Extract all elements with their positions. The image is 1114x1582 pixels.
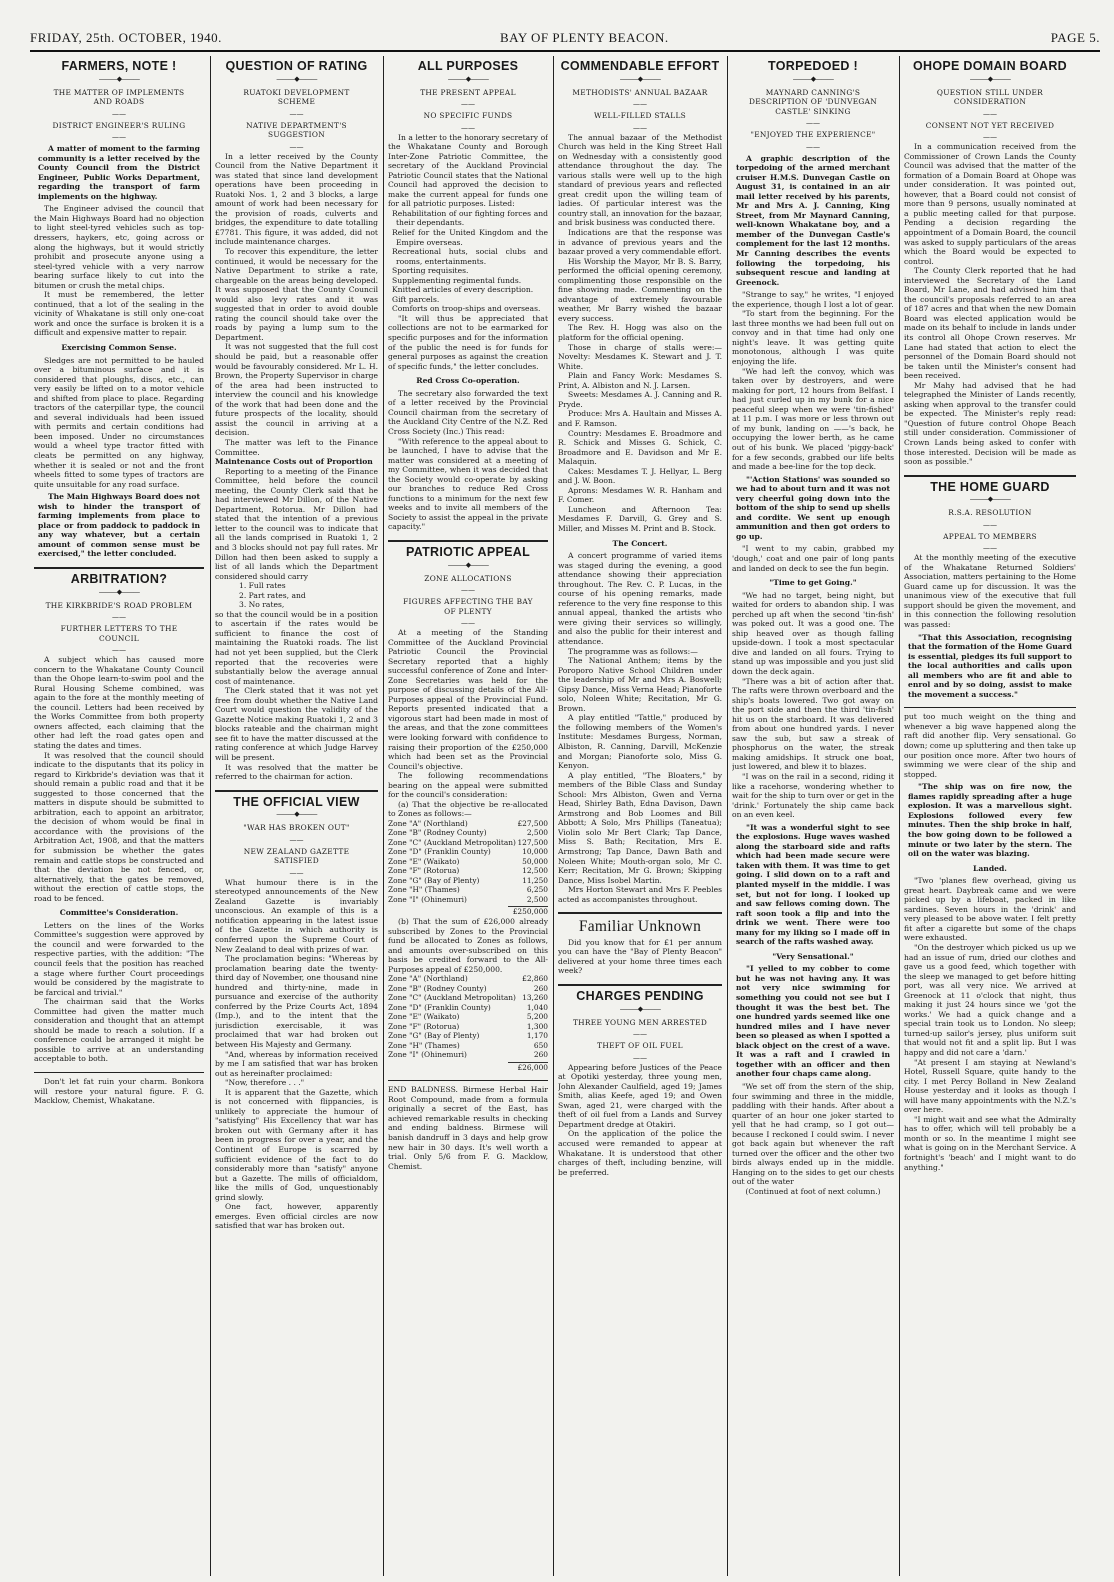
masthead [30, 28, 1100, 52]
paragraph: Reporting to a meeting of the Finance Committee, held before the council meeting, the County Clerk said that he had interviewed Mr Dillon, of the Native Department, Rotorua. Mr Dillon had stated that the intention of a previous letter to the council was to indicate that all the lands comprised in Ruatoki 1, 2 and 3 blocks should not pay full rates. Mr Dillon had then been asked to supply a list of all lands which the Department considered should carry [215, 466, 378, 581]
zone-row [388, 993, 548, 1003]
zone-row [388, 974, 548, 984]
section-heading: Red Cross Co-operation. [416, 376, 520, 386]
advertisement: Don't let fat ruin your charm. Bonkora will restore your natural figure. F. G. Macklow, Chemist, Whakatane. [34, 1077, 204, 1106]
paragraph: A play entitled, "The Bloaters," by members of the Bible Class and Sunday School: Mrs Albiston, Gwen and Verna Head, Shirley Bath, Edna Davison, Dawn Armstrong and Bob Loomes and Bill Abbott; A Solo, Mrs Phillips (Taneatua); Violin solo Mr Bert Clark; Tap Dance, Miss S. Bath; Recitation, Mrs E. Armstrong; Tap Dance, Dawn Bath and Noleen White; Mouth-organ solo, Mr C. Kerr; Recitation, Mr G. Brown; Skipping Dance, Miss Isobel Martin. [558, 770, 722, 885]
ornament-divider: ———◆——— [447, 560, 489, 569]
paragraph: "At present I am staying at Newland's Hotel, Russell Square, quite handy to the city. I met Percy Bolland in New Zealand House yesterday and it looks as though I will have many appointments with the N.Z.'s over here. [904, 1057, 1076, 1115]
column-rule [727, 56, 728, 1576]
zone-row [388, 895, 548, 905]
subhead: FIGURES AFFECTING THE BAY OF PLENTY [403, 597, 533, 616]
paragraph: "We set off from the stern of the ship, four swimming and three in the middle, paddling with their hands. After about a quarter of an hour one joker started to yell that he had cramp, so I got out—because I reckoned I could swim. I never got back again but whenever the raft turned over the officer and the other two birds always ended up in the middle. Hanging on to the sides to get our chests out of the water [732, 1081, 894, 1187]
zone-amount: £27,500 [517, 818, 548, 828]
paragraph: The matter was left to the Finance Committee. [215, 437, 378, 457]
dash-divider: —— [461, 123, 475, 132]
paragraph: Sledges are not permitted to be hauled over a bituminous surface and it is considered that ploughs, discs, etc., can very easily be lifted on to a motor vehicle and shifted from place to place. Regarding tractors of the caterpillar type, the council and several individuals had been issued with permits and certain conditions had been imposed. Under no circumstances would a wheel type tractor fitted with cleats be permitted on any highway, whether it is sealed or not and the front wheels fitted to some types of tractors are quite unsuitable for any road surface. [34, 355, 204, 489]
dash-divider: —— [461, 100, 475, 109]
paragraph: One fact, however, apparently emerges. Even official circles are now satisfied that war has broken out. [215, 1202, 378, 1231]
paragraph: "Strange to say," he writes, "I enjoyed the experience, though I lost a lot of gear. [732, 290, 894, 309]
purpose-item: Relief for the United Kingdom and the Empire overseas. [392, 228, 548, 247]
zone-amount: £2,860 [522, 974, 548, 984]
column-1 [34, 56, 204, 1576]
zone-amount: 13,260 [522, 993, 548, 1003]
zone-row [388, 838, 548, 848]
dash-divider: —— [633, 100, 647, 109]
paragraph: To recover this expenditure, the letter continued, it would be necessary for the Native Department to strike a rate, chargeable on the areas being developed. It was supposed that the County Council would also levy rates and it was suggested that in order to avoid double rating the council should take over the roads by paying a lump sum to the Department. [215, 247, 378, 342]
paragraph: "We had no target, being night, but waited for orders to abandon ship. I was perched up aft when the second 'tin-fish' was poked out. It was a good one. The ship heaved over as though falling upside-down. I took a most spectacular dive and landed on all fours. Trying to stand up was impossible and you just slid down the deck again. [732, 590, 894, 676]
list-item: 2. Part rates, and [239, 590, 306, 600]
zone-total: £250,000 [508, 906, 548, 917]
zone-subscribed-table [388, 974, 548, 1060]
paragraph: It was resolved that the matter be referred to the chairman for action. [215, 762, 378, 782]
dash-divider: —— [461, 586, 475, 595]
subhead: THE PRESENT APPEAL [420, 87, 516, 97]
ornament-divider: ———◆——— [276, 810, 317, 819]
column-rule [553, 56, 554, 1576]
zone-name: Zone "D" (Franklin County) [388, 847, 491, 857]
dash-divider: —— [461, 619, 475, 628]
bold-paragraph: The Main Highways Board does not wish to hinder the transport of farming implements from place to place or from paddock to paddock in any way whatever, but a certain amount of common sense must be exercised," the letter concluded. [38, 492, 200, 559]
paragraph: Letters on the lines of the Works Committee's suggestion were approved by the council and were forwarded to the respective parties, with the addition: "The council feels that the position has reached a stage where further Court proceedings would be considered by the magistrate to be farcical and trivial." [34, 920, 204, 997]
zone-amount: 50,000 [522, 856, 548, 866]
section-heading: "Very Sensational." [772, 951, 854, 961]
masthead-title: BAY OF PLENTY BEACON. [500, 30, 669, 45]
zone-row [388, 847, 548, 857]
ornament-divider: ———◆——— [447, 74, 489, 83]
dash-divider: —— [633, 1053, 647, 1062]
paragraph: The programme was as follows:— [568, 646, 698, 656]
paragraph: His Worship the Mayor, Mr B. S. Barry, performed the official opening ceremony, complimenting those responsible on the fine showing made. Commenting on the advantage of extremely favourable weather, Mr Barry wished the bazaar every success. [558, 256, 722, 323]
paragraph: Indications are that the response was in advance of previous years and the bazaar proved a very commendable effort. [558, 228, 722, 257]
zone-amount: 12,500 [522, 866, 548, 876]
dash-divider: —— [289, 109, 304, 118]
subhead: MAYNARD CANNING'S DESCRIPTION OF 'DUNVEGAN CASTLE' SINKING [748, 87, 878, 116]
masthead-page: PAGE 5. [1050, 30, 1100, 45]
paragraph: Cakes: Mesdames T. J. Hellyar, L. Berg and J. W. Boon. [558, 466, 722, 486]
purpose-item: Knitted articles of every description. [392, 285, 534, 295]
article-separator [904, 475, 1076, 477]
paragraph: Those in charge of stalls were:— Novelty: Mesdames K. Stewart and J. T. White. [558, 342, 722, 371]
ornament-divider: ———◆——— [98, 74, 140, 83]
article-separator [558, 984, 722, 986]
headline-official-view: THE OFFICIAL VIEW [233, 794, 360, 809]
zone-row [388, 819, 548, 829]
zone-name: Zone "E" (Waikato) [388, 1012, 460, 1022]
zone-amount: 1,040 [526, 1002, 548, 1012]
ornament-divider: ———◆——— [276, 74, 317, 83]
column-5 [732, 56, 894, 1576]
zone-amount: 10,000 [522, 847, 548, 857]
zone-name: Zone "H" (Thames) [388, 885, 460, 895]
purpose-item: Sporting requisites. [392, 266, 469, 276]
paragraph: On the application of the police the accused were remanded to appear at Whakatane. It is understood that other charges of theft, including benzine, will be preferred. [558, 1129, 722, 1177]
subhead: "WAR HAS BROKEN OUT" [243, 823, 350, 833]
article-separator [904, 707, 1076, 708]
headline-familiar-unknown: Familiar Unknown [578, 918, 702, 936]
headline-question-of-rating: QUESTION OF RATING [225, 59, 368, 73]
zone-name: Zone "D" (Franklin County) [388, 1002, 491, 1012]
paragraph: It was resolved that the council should indicate to the disputants that its policy in regard to Kirkbride's deviation was that it should remain a public road and that it be suggested to those concerned that the matters in dispute should be submitted to arbitration, each to appoint an arbitrator, the decision of whom would be final in accordance with the provisions of the Arbitration Act, 1908, and that the matters for submission be whether the gates remain and cattle stops be constructed and that the deviation be not fenced, or, alternatively, that the gates be removed, without the erection of cattle stops, the road to be fenced. [34, 750, 204, 903]
section-heading: The Concert. [612, 538, 668, 548]
paragraph: (a) That the objective be re-allocated to Zones as follows:— [388, 799, 548, 819]
subhead: DISTRICT ENGINEER'S RULING [52, 120, 186, 130]
ornament-divider: ———◆——— [98, 587, 140, 596]
subhead: QUESTION STILL UNDER CONSIDERATION [936, 87, 1044, 107]
paragraph: put too much weight on the thing and whenever a big wave happened along the raft did another flip. Very sensational. Go down; come up spluttering and then take up our position once more. After two hours of swimming we were clear of the ship and stopped. [904, 712, 1076, 779]
subhead: RUATOKI DEVELOPMENT SCHEME [243, 87, 350, 107]
zone-amount: 1,170 [526, 1031, 548, 1041]
zone-amount: 260 [533, 1050, 548, 1060]
lead-paragraph: A matter of moment to the farming community is a letter received by the County Council from the District Engineer, Public Works Department, regarding the transport of farm implements on the highway. [38, 144, 200, 201]
zone-name: Zone "F" (Rotorua) [388, 1021, 460, 1031]
purposes-list [388, 209, 548, 314]
subhead: METHODISTS' ANNUAL BAZAAR [572, 87, 708, 97]
zone-amount: 5,200 [526, 1012, 548, 1022]
article-separator [388, 1080, 548, 1081]
zone-name: Zone "I" (Ohinemuri) [388, 894, 467, 904]
headline-ohope-domain-board: OHOPE DOMAIN BOARD [912, 59, 1067, 73]
section-heading: Committee's Consideration. [59, 908, 179, 918]
ornament-divider: ———◆——— [619, 1004, 661, 1013]
dash-divider: —— [983, 544, 997, 553]
paragraph: In a letter received by the County Council from the Native Department it was stated that since land development operations have been proceeding in Ruatoki Nos. 1, 2 and 3 blocks, a large amount of work had been necessary for the provision of roads, culverts and bridges, the expenditure to date totalling £7781. This figure, it was added, did not include maintenance charges. [215, 151, 378, 247]
zone-name: Zone "A" (Northland) [388, 974, 468, 984]
zone-name: Zone "I" (Ohinemuri) [388, 1050, 467, 1060]
paragraph: Mrs Horton Stewart and Mrs F. Peebles acted as accompanistes throughout. [558, 885, 722, 904]
dash-divider: —— [112, 109, 126, 118]
paragraph: A subject which has caused more concern to the Whakatane County Council than the Ohope learn-to-swim pool and the Rural Housing Scheme combined, was again to the fore at the monthly meeting of the council. Letters had been received by the Works Committee from both property owners affected, each claiming that the other had left the road gates open and stating the dates and times. [34, 655, 204, 750]
subhead: NATIVE DEPARTMENT'S SUGGESTION [246, 120, 347, 140]
paragraph: "There was a bit of action after that. The rafts were thrown overboard and the ship's boats lowered. Two got away on the port side and then the third 'tin-fish' hit us on the starboard. It was delivered from about one hundred yards. I never saw the sub, but saw a streak of phosphorus on the water, the streak making amidships. It struck one boat, just lowered, and blew it to blazes. [732, 676, 894, 772]
article-separator [388, 540, 548, 542]
paragraph: The National Anthem; items by the Poroporo Native School Children under the leadership of Mr and Mrs A. Boswell; Gipsy Dance, Miss Verna Head; Pianoforte solo, Noleen White; Recitation, Mr G. Brown. [558, 656, 722, 713]
section-heading: Exercising Common Sense. [61, 342, 177, 352]
subhead: FURTHER LETTERS TO THE COUNCIL [60, 624, 178, 643]
ornament-divider: ———◆——— [792, 74, 834, 83]
ornament-divider: ———◆——— [969, 74, 1011, 83]
subhead: THREE YOUNG MEN ARRESTED [572, 1017, 708, 1027]
headline-torpedoed: TORPEDOED ! [768, 59, 858, 73]
paragraph: Did you know that for £1 per annum you can have the "Bay of Plenty Beacon" delivered at your home three times each week? [558, 937, 722, 976]
headline-arbitration: ARBITRATION? [70, 572, 168, 587]
subhead: APPEAL TO MEMBERS [943, 531, 1037, 541]
zone-amount: 6,250 [526, 885, 548, 895]
zone-amount: 2,500 [526, 828, 548, 838]
ornament-divider: ———◆——— [969, 495, 1011, 504]
dash-divider: —— [806, 142, 820, 151]
lead-paragraph: A graphic description of the torpedoing of the armed merchant cruiser H.M.S. Dunvegan Castle on August 31, is contained in an air mail letter received by his parents, Mr and Mrs A. J. Canning, King Street, from Mr Maynard Canning, well-known Whakatane boy, and a member of the Dunvegan Castle's complement for the last 12 months. Mr Canning describes the events following the torpedoing, his subsequent rescue and landing at Greenock. [736, 153, 890, 287]
paragraph: The annual bazaar of the Methodist Church was held in the King Street Hall on Wednesday with a consistently good attendance throughout the day. The various stalls were well up to the high standard of previous years and reflected great credit upon the willing team of ladies. Of particular interest was the country stall, an innovation for the bazaar, and brisk business was conducted there. [558, 132, 722, 228]
purpose-item: Comforts on troop-ships and overseas. [392, 304, 541, 314]
headline-charges-pending: CHARGES PENDING [576, 989, 704, 1004]
dash-divider: —— [983, 133, 997, 142]
dash-divider: —— [983, 520, 997, 529]
headline-farmers-note: FARMERS, NOTE ! [61, 59, 177, 73]
paragraph: The County Clerk reported that he had interviewed the Secretary of the Land Board, Mr Lane, and had advised him that the council's proposals referred to an area of 187 acres and that when the new Domain Board was elected application would be made on its behalf to include in lands under its control all Ohope Crown reserves. Mr Lane had stated that action to elect the personnel of the Domain Board should not be taken until the Minister's consent had been received. [904, 266, 1076, 381]
zone-row [388, 984, 548, 994]
zone-row [388, 885, 548, 895]
zone-total: £26,000 [508, 1062, 548, 1073]
zone-row [388, 1041, 548, 1051]
paragraph: The Clerk stated that it was not yet free from doubt whether the Native Land Court would question the validity of the Gazette Notice making Ruatoki 1, 2 and 3 blocks rateable and the chairman might see fit to have the matter discussed at the rating conference at which Judge Harvey will be present. [215, 686, 378, 762]
list-item: 3. No rates, [239, 600, 285, 610]
paragraph: At the monthly meeting of the executive of the Whakatane Returned Soldiers' Association, matters pertaining to the Home Guard came up for discussion. It was the unanimous view of the executive that full support should be given the movement, and in this connection the following resolution was passed: [904, 553, 1076, 630]
subhead: ZONE ALLOCATIONS [424, 573, 512, 583]
zone-row [388, 1031, 548, 1041]
zone-name: Zone "F" (Rotorua) [388, 866, 460, 876]
paragraph: "With reference to the appeal about to be launched, I have to advise that the matter was considered at a meeting of my Committee, when it was decided that the Society would co-operate by asking our branches to reduce Red Cross functions to a minimum for the next few weeks and to invite all members of the Society to assist the appeal in the private capacity." [388, 436, 548, 532]
paragraph: Plain and Fancy Work: Mesdames S. Print, A. Albiston and N. J. Larsen. [558, 371, 722, 390]
section-heading: "Time to get Going." [769, 578, 857, 588]
subhead: THEFT OF OIL FUEL [597, 1041, 683, 1051]
paragraph: Appearing before Justices of the Peace at Opotiki yesterday, three young men, John Alexander Caulfield, aged 19; James Smith, alias Keefe, aged 19; and Owen Swan, aged 21, were charged with the theft of oil fuel from a Lands and Survey Department dredge at Otakiri. [558, 1062, 722, 1129]
zone-name: Zone "H" (Thames) [388, 1040, 460, 1050]
column-rule [383, 56, 384, 1576]
subhead: WELL-FILLED STALLS [593, 111, 687, 121]
headline-commendable-effort: COMMENDABLE EFFORT [560, 59, 720, 73]
list-item: 1. Full rates [239, 581, 286, 591]
masthead-date: FRIDAY, 25th. OCTOBER, 1940. [30, 30, 222, 45]
paragraph: The Rev. H. Hogg was also on the platform for the official opening. [558, 323, 722, 343]
paragraph: The following recommendations bearing on the appeal were submitted for the council's consideration: [388, 771, 548, 800]
dash-divider: —— [289, 142, 304, 151]
purpose-item: Supplementing regimental funds. [392, 275, 522, 285]
purpose-item: Gift parcels. [392, 294, 440, 304]
headline-all-purposes: ALL PURPOSES [417, 59, 519, 73]
paragraph: "We had left the convoy, which was taken over by destroyers, and were making for port, 12 hours from Belfast. I had just curled up in my bunk for a nice peaceful sleep when we were 'tin-fished' at 11 p.m. I was more or less thrown out of my bunk, landing on ——'s back, he occupying the lower berth, as he came out of his bunk. We placed 'piggy-back' for a few seconds, grabbed our life belts and made a bee-line for the top deck. [732, 366, 894, 472]
column-6 [904, 56, 1076, 1576]
zone-row [388, 1003, 548, 1013]
purpose-item: Rehabilitation of our fighting forces and their dependants. [392, 208, 548, 228]
column-rule [210, 56, 211, 1576]
paragraph: "It will thus be appreciated that collections are not to be earmarked for specific purposes and for the information of the public the need is for funds for general purposes as against the creation of specific funds," the letter concludes. [388, 313, 548, 371]
zone-row [388, 866, 548, 876]
zone-row [388, 1022, 548, 1032]
paragraph: so that the council would be in a position to ascertain if the rates would be sufficient to finance the cost of maintaining the Ruatoki roads. The list had not yet been supplied, but the Clerk reported that the recoveries were substantially below the average annual cost of maintenance. [215, 609, 378, 686]
zone-name: Zone "A" (Northland) [388, 818, 468, 828]
zone-name: Zone "C" (Auckland Metropolitan) [388, 993, 516, 1003]
subhead: CONSENT NOT YET RECEIVED [925, 120, 1055, 130]
zone-name: Zone "C" (Auckland Metropolitan) [388, 837, 516, 847]
zone-amount: 2,500 [526, 894, 548, 904]
article-separator [558, 912, 722, 914]
zone-allocation-table [388, 819, 548, 905]
paragraph: It was not suggested that the full cost should be paid, but a reasonable offer would be favourably considered. Mr L. H. Brown, the Property Supervisor in charge of the area had been instructed to interview the council and his knowledge of the work that had been done and the future prospects of the locality, should assist the council in arriving at a decision. [215, 342, 378, 438]
bold-paragraph: "The ship was on fire now, the flames rapidly spreading after a huge explosion. It was a marvellous sight. Explosions followed every few minutes. Then the ship broke in half, the bow going down to be followed a minute or two later by the stern. The oil on the water was blazing. [908, 782, 1072, 859]
zone-row [388, 828, 548, 838]
headline-home-guard: THE HOME GUARD [930, 479, 1050, 494]
article-separator [34, 567, 204, 569]
purpose-item: Recreational huts, social clubs and rooms, entertainments. [392, 247, 548, 266]
headline-patriotic-appeal: PATRIOTIC APPEAL [405, 544, 530, 559]
paragraph: Country: Mesdames E. Broadmore and R. Schick and Misses G. Schick, C. Broadmore and E. Davidson and Mr E. Malaquin. [558, 428, 722, 467]
zone-name: Zone "B" (Rodney County) [388, 983, 487, 993]
article-separator [34, 1072, 204, 1073]
zone-row [388, 1050, 548, 1060]
paragraph: The Engineer advised the council that the Main Highways Board had no objection to light steel-tyred vehicles such as top-dressers, haykers, etc, going across or along the highways, but it would strictly prohibit and prosecute anyone using a steel-tyred vehicle with a very narrow bearing surface likely to cut into the bitumen or crush the metal chips. [34, 204, 204, 290]
zone-name: Zone "E" (Waikato) [388, 856, 460, 866]
subhead: THE KIRKBRIDE'S ROAD PROBLEM [45, 600, 193, 610]
dash-divider: —— [112, 646, 126, 655]
paragraph: Aprons: Mesdames W. R. Hanham and F. Comer. [558, 485, 722, 505]
zone-amount: 11,250 [522, 875, 548, 885]
paragraph: "I might wait and see what the Admiralty has to offer, which will tell probably be a month or so. In the meantime I might see what is going on in the Merchant Service. A fortnight's 'beach' and I might want to do anything." [904, 1114, 1076, 1172]
paragraph: At a meeting of the Standing Committee of the Auckland Provincial Patriotic Council the Provincial Secretary reported that a highly successful conference of Zone and Inter-Zone Secretaries was held for the purpose of discussing details of the All-Purposes appeal of the Provincial Fund. Reports presented indicated that a vigorous start had been made in most of the areas, and that the zone committees were looking forward with confidence to raising their proportion of the £250,000 which had been set as the Provincial Council's objective. [388, 628, 548, 771]
paragraph: It must be remembered, the letter continued, that a lot of the sealing in the vicinity of Whakatane is still only one-coat work and once the surface is broken it is a difficult and expensive matter to repair. [34, 290, 204, 338]
dash-divider: —— [289, 868, 304, 877]
paragraph: In a communication received from the Commissioner of Crown Lands the County Council was advised that the matter of the formation of a Domain Board at Ohope was under consideration. It was pointed out, however, that a Board could not consist of more than 9 persons, usually nominated at a public meeting called for that purpose. Pending a decision regarding the appointment of a Domain Board, the council was asked to supply particulars of the areas which the Board would be expected to control. [904, 142, 1076, 266]
subhead: NO SPECIFIC FUNDS [423, 111, 513, 121]
zone-amount: 260 [533, 983, 548, 993]
zone-name: Zone "B" (Rodney County) [388, 828, 487, 838]
paragraph: "Two 'planes flew overhead, giving us great heart. Daybreak came and we were picked up by a lifeboat, packed in like sardines. Seven hours in the 'drink' and very pleased to be above water. I felt pretty fit after a cigarette but some of the chaps were exhausted. [904, 876, 1076, 943]
subhead: "ENJOYED THE EXPERIENCE" [750, 130, 876, 140]
advertisement: END BALDNESS. Birmese Herbal Hair Root Compound, made from a formula originally a secret of the East, has achieved remarkable results in checking and ending baldness. Birmese will banish dandruff in 3 days and help grow new hair in 30 days. It's well worth a trial. Only 5/6 from F. G. Macklow, Chemist. [388, 1085, 548, 1171]
dash-divider: —— [289, 835, 304, 844]
bold-paragraph: "I yelled to my cobber to come but he was not having any. It was not very nice swimming for something you could not see but I thought it was the best bet. The one hundred yards seemed like one hundred miles and I have never been so pleased as when I spotted a black object on the crest of a wave. It was a raft and I crawled in together with an officer and then another four chaps came along. [736, 964, 890, 1079]
paragraph: "I went to my cabin, grabbed my 'dough,' coat and one pair of long pants and landed on deck to see the fun begin. [732, 544, 894, 573]
paragraph: A concert programme of varied items was staged during the evening, a good attendance showing their appreciation throughout. The Rev. C. P. Lucas, in the course of his opening remarks, made reference to the very fine response to this annual appeal, thanked the artists who were giving their services so willingly, and also the public for their interest and attendance. [558, 551, 722, 646]
paragraph: "I was on the rail in a second, riding it like a racehorse, wondering whether to wait for the ship to turn over or get in the 'drink.' Fortunately the ship came back on an even keel. [732, 772, 894, 820]
paragraph: Produce: Mrs A. Haultain and Misses A. and F. Ramson. [558, 409, 722, 428]
paragraph: The proclamation begins: "Whereas by proclamation bearing date the twenty-third day of November, one thousand nine hundred and thirty-nine, made in pursuance and exercise of the authority conferred by the Prize Courts Act, 1894 (Imp.), and to the intent that the jurisdiction exercisable, it was proclaimed that war had broken out between His Majesty and Germany. [215, 954, 378, 1049]
dash-divider: —— [633, 1030, 647, 1039]
zone-row [388, 857, 548, 867]
zone-amount: 1,300 [526, 1021, 548, 1031]
zone-amount: 127,500 [517, 837, 548, 847]
paragraph: "And, whereas by information received by me I am satisfied that war has broken out as hereinafter proclaimed: [215, 1049, 378, 1078]
paragraph: (b) That the sum of £26,000 already subscribed by Zones to the Provincial fund be allocated to Zones as follows, and amounts over-subscribed on this basis be credited forward to the All-Purposes appeal of £250,000. [388, 916, 548, 974]
subhead: R.S.A. RESOLUTION [948, 508, 1032, 518]
dash-divider: —— [983, 109, 997, 118]
bold-paragraph: "It was a wonderful sight to see the explosions. Huge waves washed along the starboard side and rafts which had been made secure were taken with them. It was time to get going. I slid down on to a raft and planted myself in the middle. I was set, but not for long. I looked up and saw fellows coming down. The raft soon took a flip and into the drink we went. There were too many for my liking so I made off in search of the rafts washed away. [736, 822, 890, 947]
zone-amount: 650 [533, 1040, 548, 1050]
dash-divider: —— [806, 119, 820, 128]
paragraph: Mr Mahy had advised that he had telegraphed the Minister of Lands recently, asking when approval to the transfer could be expected. The Minister's reply read: "Question of future control Ohope Beach still under consideration. Commissioner of Crown Lands being asked to confer with those interested. Decision will be made as soon as possible." [904, 380, 1076, 467]
bold-paragraph: "That this Association, recognising that the formation of the Home Guard is essential, pledges its full support to the local authorities and calls upon all members who are fit and able to enrol and by so doing, assist to make the movement a success." [908, 632, 1072, 699]
dash-divider: —— [633, 123, 647, 132]
zone-row [388, 1012, 548, 1022]
ornament-divider: ———◆——— [619, 74, 661, 83]
bold-paragraph: "'Action Stations' was sounded so we had to about turn and it was not very cheerful going down into the bottom of the ship to send up shells and cordite. We sent up enough ammunition and then got orders to go up. [736, 474, 890, 541]
paragraph: "To start from the beginning. For the last three months we had been full out on convoy and in that time had only one night's leave. It was getting quite monotonous, although I was quite enjoying the life. [732, 309, 894, 367]
paragraph: What humour there is in the stereotyped announcements of the New Zealand Gazette is invariably unconscious. An example of this is a notification appearing in the latest issue of the Gazette in which authority is conferred upon the Supreme Court of New Zealand to deal with prizes of war. [215, 877, 378, 954]
paragraph: The secretary also forwarded the text of a letter received by the Provincial Council chairman from the secretary of the Auckland City Centre of the N.Z. Red Cross Society (Inc.) This read: [388, 388, 548, 436]
section-heading: Landed. [973, 863, 1007, 873]
article-separator [215, 790, 378, 792]
column-4 [558, 56, 722, 1576]
paragraph: Luncheon and Afternoon Tea: Mesdames F. Darvill, G. Grey and S. Miller, and Misses M. Print and B. Stock. [558, 504, 722, 533]
paragraph: Sweets: Mesdames A. J. Canning and R. Pryde. [558, 390, 722, 409]
paragraph: "Now, therefore . . ." [225, 1078, 305, 1088]
paragraph: A play entitled "Tattle," produced by the following members of the Women's Institute: Mesdames Burgess, Norman, Albiston, R. Canning, Darvill, McKenzie and Morgan; Pianoforte solo, Miss G. Kenyon. [558, 713, 722, 771]
dash-divider: —— [112, 133, 126, 142]
paragraph: In a letter to the honorary secretary of the Whakatane County and Borough Inter-Zone Patriotic Committee, the secretary of the Auckland Provincial Patriotic Council states that the National Council had approved the decision to make the current appeal for funds one for all patriotic purposes. Listed: [388, 132, 548, 209]
paragraph: It is apparent that the Gazette, which is not concerned with flippancies, is unlikely to appreciate the humour of "satisfying" His Excellency that war has broken out with Germany after it has been in progress for over a year, and the Continent of Europe is scarred by sufficient evidence of the fact to do considerably more than "satisfy" anyone but a Gazette. The mills of officialdom, like the mills of God, unquestionably grind slowly. [215, 1087, 378, 1202]
zone-name: Zone "G" (Bay of Plenty) [388, 1031, 480, 1041]
column-rule [899, 56, 900, 1576]
paragraph: "On the destroyer which picked us up we had an issue of rum, dried our clothes and gave us a good feed, which together with the sleep we managed to get before hitting port, was all very nice. We arrived at Greenock at 11 o'clock that night, thus making it just 24 hours since we 'got the works.' We had a quick change and a special train took us to London. No sleep; turned-up sailor's jersey, plus uniform suit that would not fit and a split lip. But I was happy and did not care a 'darn.' [904, 942, 1076, 1057]
column-2 [215, 56, 378, 1576]
continued-note: (Continued at foot of next column.) [745, 1186, 881, 1196]
column-3 [388, 56, 548, 1576]
subhead: NEW ZEALAND GAZETTE SATISFIED [243, 846, 350, 866]
dash-divider: —— [112, 613, 126, 622]
zone-row [388, 876, 548, 886]
zone-name: Zone "G" (Bay of Plenty) [388, 875, 480, 885]
section-heading: Maintenance Costs out of Proportion [215, 457, 373, 467]
paragraph: The chairman said that the Works Committee had given the matter much consideration and thought that an attempt should be made to reach a solution. If a conference could be arranged it might be possible to arrive at an understanding acceptable to both. [34, 997, 204, 1064]
subhead: THE MATTER OF IMPLEMENTS AND ROADS [53, 87, 185, 107]
